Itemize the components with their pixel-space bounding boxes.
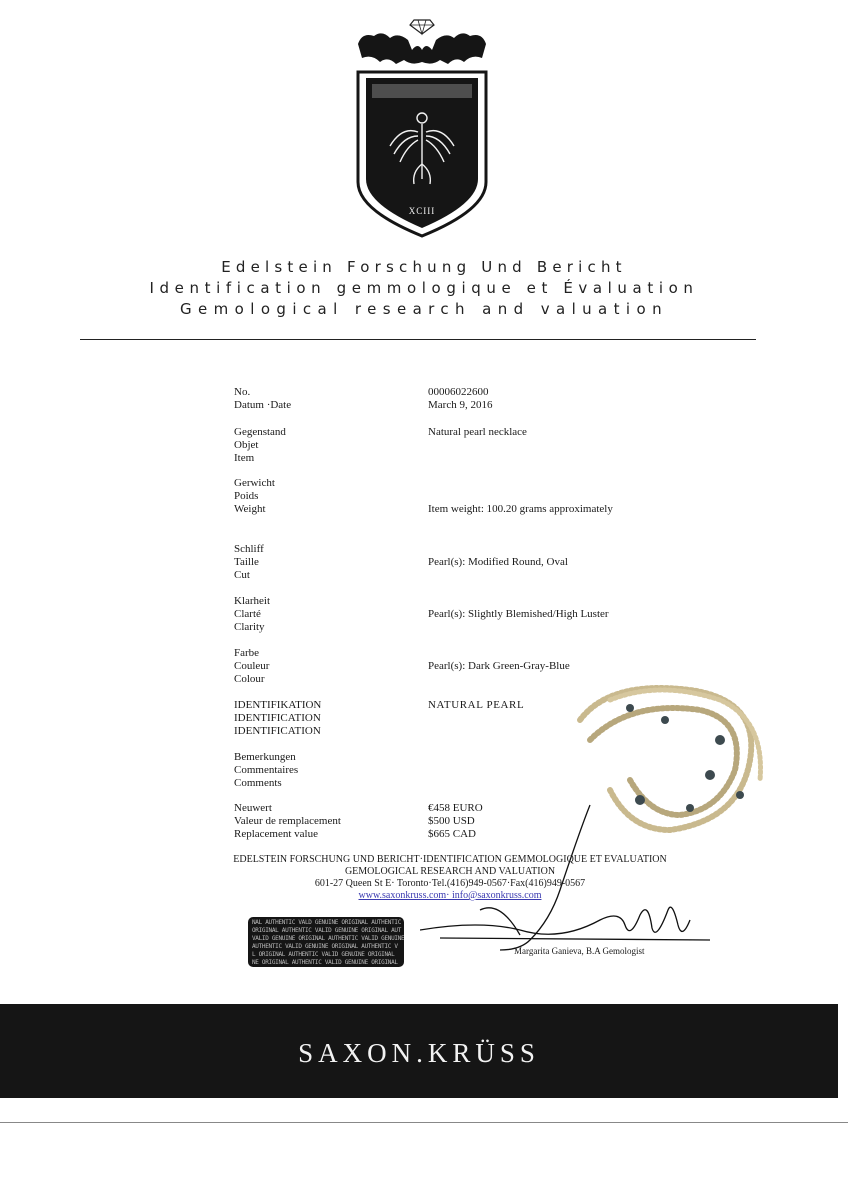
- comments-label-fr: Commentaires: [234, 764, 299, 776]
- value-label-de: Neuwert: [234, 802, 272, 814]
- seal-text-line: NE ORIGINAL AUTHENTIC VALID GENUINE ORIGINAL: [252, 959, 398, 966]
- comments-label-de: Bemerkungen: [234, 751, 296, 763]
- footer-line-2: GEMOLOGICAL RESEARCH AND VALUATION: [344, 866, 556, 877]
- cut-value: Pearl(s): Modified Round, Oval: [428, 556, 568, 568]
- gemologist-signature: [420, 800, 720, 960]
- identification-label-fr: IDENTIFICATION: [234, 712, 321, 724]
- identification-label-de: IDENTIFIKATION: [234, 699, 322, 711]
- seal-text-line: AUTHENTIC VALID GENUINE ORIGINAL AUTHENTIC V: [252, 943, 398, 950]
- clarity-label-fr: Clarté: [234, 608, 261, 620]
- value-label-fr: Valeur de remplacement: [234, 815, 341, 827]
- date-value: March 9, 2016: [428, 399, 493, 411]
- number-label: No.: [234, 386, 251, 398]
- signer-name: Margarita Ganieva, B.A Gemologist: [514, 946, 645, 956]
- footer-address: 601-27 Queen St E· Toronto·Tel.(416)949-0567·Fax(416)949-0567: [314, 878, 586, 889]
- item-value: Natural pearl necklace: [428, 426, 527, 438]
- value-euro: €458 EURO: [428, 802, 483, 814]
- value-cad: $665 CAD: [428, 828, 476, 840]
- colour-label-en: Colour: [234, 673, 265, 685]
- item-label-de: Gegenstand: [234, 426, 286, 438]
- title-english: Gemological research and valuation: [180, 300, 668, 318]
- colour-value: Pearl(s): Dark Green-Gray-Blue: [428, 660, 570, 672]
- crest-logo: [352, 14, 492, 244]
- cut-label-en: Cut: [234, 569, 250, 581]
- colour-label-de: Farbe: [234, 647, 260, 659]
- clarity-label-de: Klarheit: [234, 595, 271, 607]
- colour-label-fr: Couleur: [234, 660, 270, 672]
- title-french: Identification gemmologique et Évaluation: [149, 279, 699, 297]
- brand-name: SAXON.KRÜSS: [298, 1038, 540, 1068]
- crest-numeral: XCIII: [408, 206, 436, 216]
- page-edge: [0, 1122, 848, 1123]
- value-usd: $500 USD: [428, 815, 475, 827]
- date-label: Datum ·Date: [234, 399, 292, 411]
- footer-website-link[interactable]: www.saxonkruss.com· info@saxonkruss.com: [358, 890, 542, 901]
- clarity-label-en: Clarity: [234, 621, 265, 633]
- cut-label-fr: Taille: [234, 556, 259, 568]
- header-divider: [80, 339, 756, 340]
- weight-label-de: Gerwicht: [234, 477, 275, 489]
- seal-text-line: NAL AUTHENTIC VALD GENUINE ORIGINAL AUTHENTIC: [252, 919, 402, 926]
- identification-value: NATURAL PEARL: [428, 699, 525, 711]
- seal-text-line: VALID GENUINE ORIGINAL AUTHENTIC VALID GENUINE: [252, 935, 404, 942]
- weight-label-en: Weight: [234, 503, 266, 515]
- cut-label-de: Schliff: [234, 543, 264, 555]
- value-label-en: Replacement value: [234, 828, 318, 840]
- clarity-value: Pearl(s): Slightly Blemished/High Luster: [428, 608, 609, 620]
- weight-value: Item weight: 100.20 grams approximately: [428, 503, 613, 515]
- authenticity-seal: [248, 917, 404, 967]
- item-label-fr: Objet: [234, 439, 259, 451]
- title-german: Edelstein Forschung Und Bericht: [221, 258, 627, 276]
- item-label-en: Item: [234, 452, 255, 464]
- seal-text-line: ORIGINAL AUTHENTIC VALID GENUINE ORIGINAL AUT: [252, 927, 402, 934]
- weight-label-fr: Poids: [234, 490, 259, 502]
- comments-label-en: Comments: [234, 777, 282, 789]
- number-value: 00006022600: [428, 386, 489, 398]
- identification-label-en: IDENTIFICATION: [234, 725, 321, 737]
- seal-text-line: L ORIGINAL AUTHENTIC VALID GENUINE ORIGINAL: [252, 951, 395, 958]
- footer-line-1: EDELSTEIN FORSCHUNG UND BERICHT·IDENTIFICATION GEMMOLOGIQUE ET EVALUATION: [233, 854, 667, 865]
